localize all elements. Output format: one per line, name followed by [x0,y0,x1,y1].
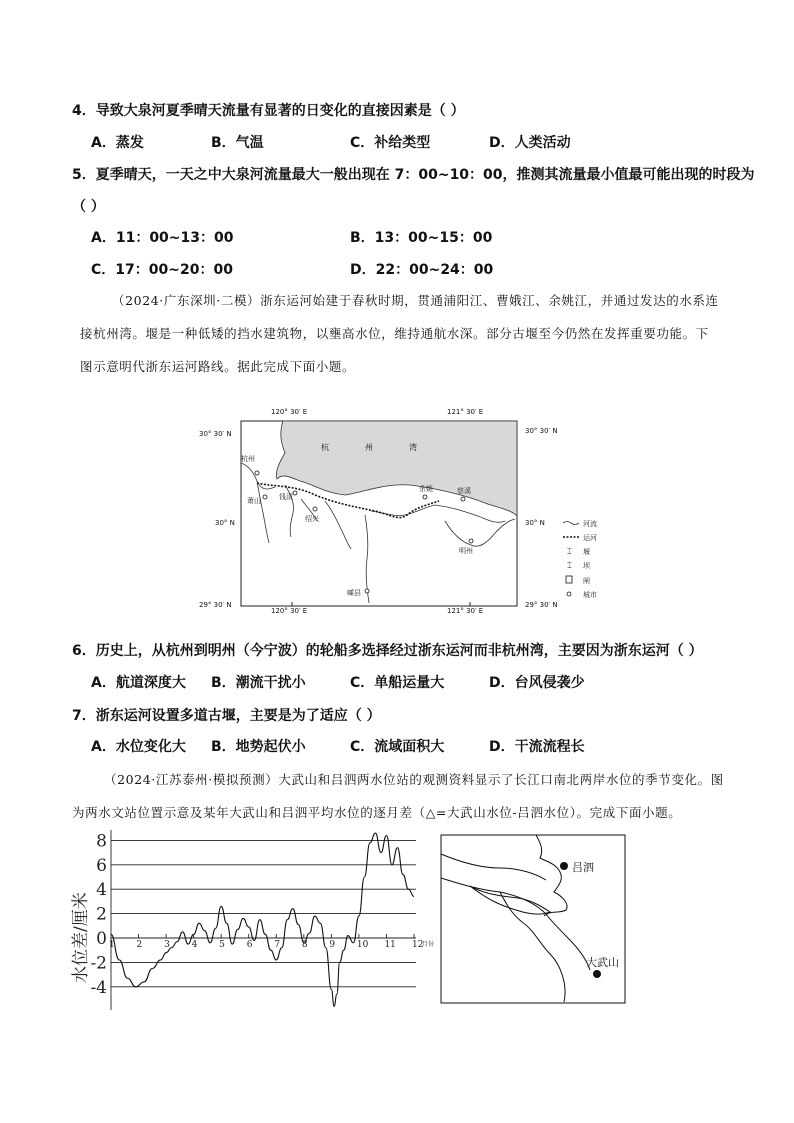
map-bottom-lon-1: 120° 30′ E [271,607,308,613]
lvsi-station-icon [560,862,568,870]
map-legend [563,519,597,599]
passage-yangtze-text: （2024·江苏泰州·模拟预测）大武山和吕泗两水位站的观测资料显示了长江口南北两岸水位的季节变化。图为两水文站位置示意及某年大武山和吕泗平均水位的逐月差（△=大武山水位-吕泗水位）。完成下面小题。 [72,772,724,820]
q4-option-c[interactable]: C．补给类型 [350,135,431,151]
svg-text:⌶: ⌶ [567,547,572,556]
bay-label-hang: 杭 [321,443,329,452]
legend-dam1: 堰 [583,548,590,556]
city-mingzhou: 明州 [459,547,473,555]
city-qianqing: 钱清 [279,493,293,501]
q4-option-b[interactable]: B．气温 [211,135,264,151]
legend-city: 城市 [583,591,597,599]
hangzhou-bay [276,421,517,516]
map-bottom-lon-2: 121° 30′ E [447,607,484,613]
x-tick-label: 6 [246,940,253,950]
q4-option-d[interactable]: D．人类活动 [489,135,571,151]
zhedong-canal-map [195,403,615,613]
y-tick-label: -2 [90,953,107,974]
y-tick-label: 0 [96,929,107,949]
y-tick-label: 8 [96,831,107,852]
water-level-diff-chart [66,826,436,1016]
q6-option-a[interactable]: A．航道深度大 [91,675,186,691]
passage-yangtze-water-level [72,763,732,829]
x-tick-label: 12 [412,940,424,950]
lvsi-label: 吕泗 [572,861,594,874]
chart-ylabel: 水位差/厘米 [71,892,91,983]
y-tick-label: 6 [96,855,107,876]
map-lat-29-5-left: 29° 30′ N [199,601,232,609]
city-yuyao: 余姚 [419,485,433,493]
city-hangzhou: 杭州 [241,455,255,463]
x-tick-label: 3 [164,940,170,950]
question-4: 4．导致大泉河夏季晴天流量有显著的日变化的直接因素是（ ） [72,103,465,119]
bay-label-zhou: 州 [365,443,373,452]
q5-option-b[interactable]: B．13：00~15：00 [350,230,493,246]
q4-option-a[interactable]: A．蒸发 [91,135,144,151]
x-tick-label: 1 [109,940,115,950]
y-tick-label: 4 [96,880,107,901]
q5-option-c[interactable]: C．17：00~20：00 [91,262,233,278]
legend-dam2: 坝 [583,562,590,570]
q7-option-a[interactable]: A．水位变化大 [91,739,186,755]
question-7: 7．浙东运河设置多道古堰，主要是为了适应（ ） [72,708,381,724]
x-tick-label: 5 [219,940,225,950]
city-shengxian: 嵊县 [347,589,361,597]
map-lat-29-5-right: 29° 30′ N [525,601,558,609]
q6-option-c[interactable]: C．单船运量大 [350,675,445,691]
dawushan-station-icon [593,970,601,978]
bay-label-wan: 湾 [409,443,417,452]
y-tick-label: 2 [96,904,107,925]
passage-zhedong-canal [80,284,720,383]
map-lat-30-left: 30° N [215,519,235,527]
x-tick-label: 8 [301,940,308,950]
x-tick-label: 11 [384,940,396,950]
map-lat-30-5-left: 30° 30′ N [199,430,232,438]
question-6: 6．历史上，从杭州到明州（今宁波）的轮船多选择经过浙东运河而非杭州湾，主要因为浙东运河（ ） [72,643,703,659]
legend-canal: 运河 [583,534,597,542]
y-tick-label: -4 [90,977,107,998]
yangtze-estuary-map [440,834,628,1006]
city-cixi: 慈溪 [457,487,471,495]
q7-option-d[interactable]: D．干流流程长 [489,739,585,755]
map-top-lon-2: 121° 30′ E [447,408,484,416]
x-tick-label: 2 [136,940,143,950]
chart-x-unit: 月份 [422,941,435,948]
q7-option-b[interactable]: B．地势起伏小 [211,739,306,755]
q5-option-a[interactable]: A．11：00~13：00 [91,230,234,246]
question-5: 5．夏季晴天，一天之中大泉河流量最大一般出现在 7：00~10：00，推测其流量最小值最可能出现的时段为 [72,167,755,183]
map-lat-30-5-right: 30° 30′ N [525,427,558,435]
q6-option-b[interactable]: B．潮流干扰小 [211,675,306,691]
legend-gate: 闸 [583,577,590,585]
legend-river: 河流 [583,520,597,528]
svg-text:⌶: ⌶ [567,561,572,570]
x-tick-label: 4 [191,940,198,950]
chart-series-line [111,833,414,1006]
chart-grid [111,830,416,1010]
x-tick-label: 7 [274,940,281,950]
passage-zhedong-text: （2024·广东深圳·二模）浙东运河始建于春秋时期，贯通浦阳江、曹娥江、余姚江，并通过发达的水系连接杭州湾。堰是一种低矮的挡水建筑物，以壅高水位，维持通航水深。部分古堰至今仍然在发挥重要功能。下图示意明代浙东运河路线。据此完成下面小题。 [80,293,719,374]
city-xiaoshan: 萧山 [247,497,261,505]
map-lat-30-right: 30° N [525,519,545,527]
x-tick-label: 10 [356,940,369,950]
q7-option-c[interactable]: C．流域面积大 [350,739,445,755]
q5-option-d[interactable]: D．22：00~24：00 [350,262,494,278]
q6-option-d[interactable]: D．台风侵袭少 [489,675,585,691]
x-tick-label: 9 [329,940,336,950]
dawushan-label: 大武山 [586,956,619,969]
city-shaoxing: 绍兴 [305,515,319,523]
chart-y-ticks [90,831,107,997]
map-top-lon-1: 120° 30′ E [271,408,308,416]
question-5-bracket: （ ） [72,199,105,215]
